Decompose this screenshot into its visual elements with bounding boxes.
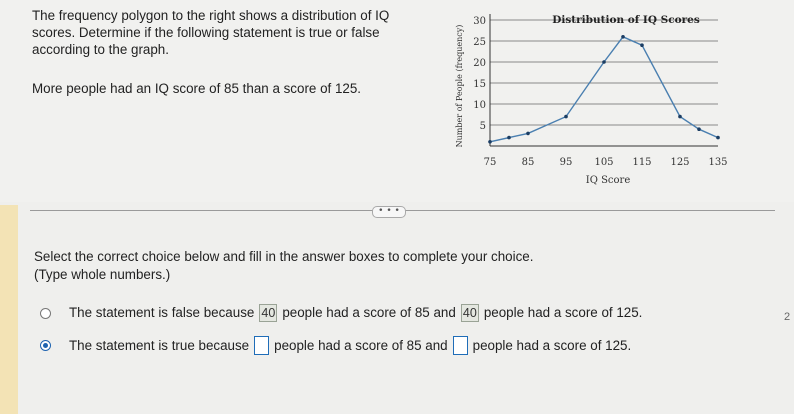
data-point [526, 132, 530, 136]
data-point [697, 127, 701, 131]
choice-false-radio[interactable] [40, 308, 51, 319]
y-tick-label: 20 [473, 58, 486, 69]
choice-false-answer-85[interactable]: 40 [259, 304, 277, 322]
x-tick-label: 75 [483, 157, 497, 168]
frequency-polygon-line [490, 37, 718, 142]
choice-false[interactable] [40, 304, 642, 322]
question-intro: The frequency polygon to the right shows a distribution of IQ scores. Determine if the following statement is true or false according to the graph. [32, 8, 390, 57]
answer-accent-strip [0, 205, 18, 414]
chart-title: Distribution of IQ Scores [552, 14, 700, 26]
chart-svg [440, 0, 740, 200]
data-point [716, 136, 720, 140]
choice-true-text-after: people had a score of 125. [472, 337, 632, 353]
data-point [640, 43, 644, 47]
question-text [32, 7, 427, 96]
choice-false-text-before: The statement is false because [69, 305, 255, 320]
data-point [621, 35, 625, 39]
x-tick-label: 95 [559, 157, 573, 168]
data-point [488, 140, 492, 144]
answer-instructions [34, 248, 533, 284]
data-point [564, 115, 568, 119]
y-tick-label: 15 [473, 79, 486, 90]
choice-true-text-middle: people had a score of 85 and [274, 337, 448, 353]
choice-true-answer-125[interactable] [453, 336, 468, 355]
choice-true-radio[interactable] [40, 340, 51, 351]
x-tick-label: 85 [521, 157, 535, 168]
choice-true[interactable] [40, 336, 631, 355]
x-tick-label: 135 [708, 157, 728, 168]
y-tick-label: 5 [479, 121, 486, 132]
instructions-line-1: Select the correct choice below and fill in the answer boxes to complete your choice. [34, 249, 534, 264]
expand-more-button[interactable]: • • • [372, 206, 406, 218]
y-tick-label: 10 [473, 100, 486, 111]
x-tick-label: 115 [632, 157, 652, 168]
choice-true-text-before: The statement is true because [69, 337, 250, 353]
choice-false-answer-125[interactable]: 40 [461, 304, 479, 322]
x-tick-label: 105 [594, 157, 614, 168]
data-point [602, 60, 606, 64]
edge-mark: 2 [784, 311, 791, 323]
y-tick-label: 25 [473, 37, 486, 48]
choice-false-text-middle: people had a score of 85 and [282, 305, 456, 320]
x-tick-label: 125 [670, 157, 690, 168]
data-point [507, 136, 511, 140]
frequency-polygon-chart [440, 0, 740, 200]
y-tick-label: 30 [473, 16, 486, 27]
instructions-line-2: (Type whole numbers.) [34, 267, 171, 282]
choice-true-answer-85[interactable] [254, 336, 269, 355]
choice-false-text-after: people had a score of 125. [483, 305, 643, 320]
x-axis-label: IQ Score [585, 175, 631, 186]
question-statement: More people had an IQ score of 85 than a score of 125. [32, 81, 362, 96]
y-axis-label: Number of People (frequency) [455, 24, 464, 148]
data-point [678, 115, 682, 119]
question-pane [0, 0, 794, 202]
